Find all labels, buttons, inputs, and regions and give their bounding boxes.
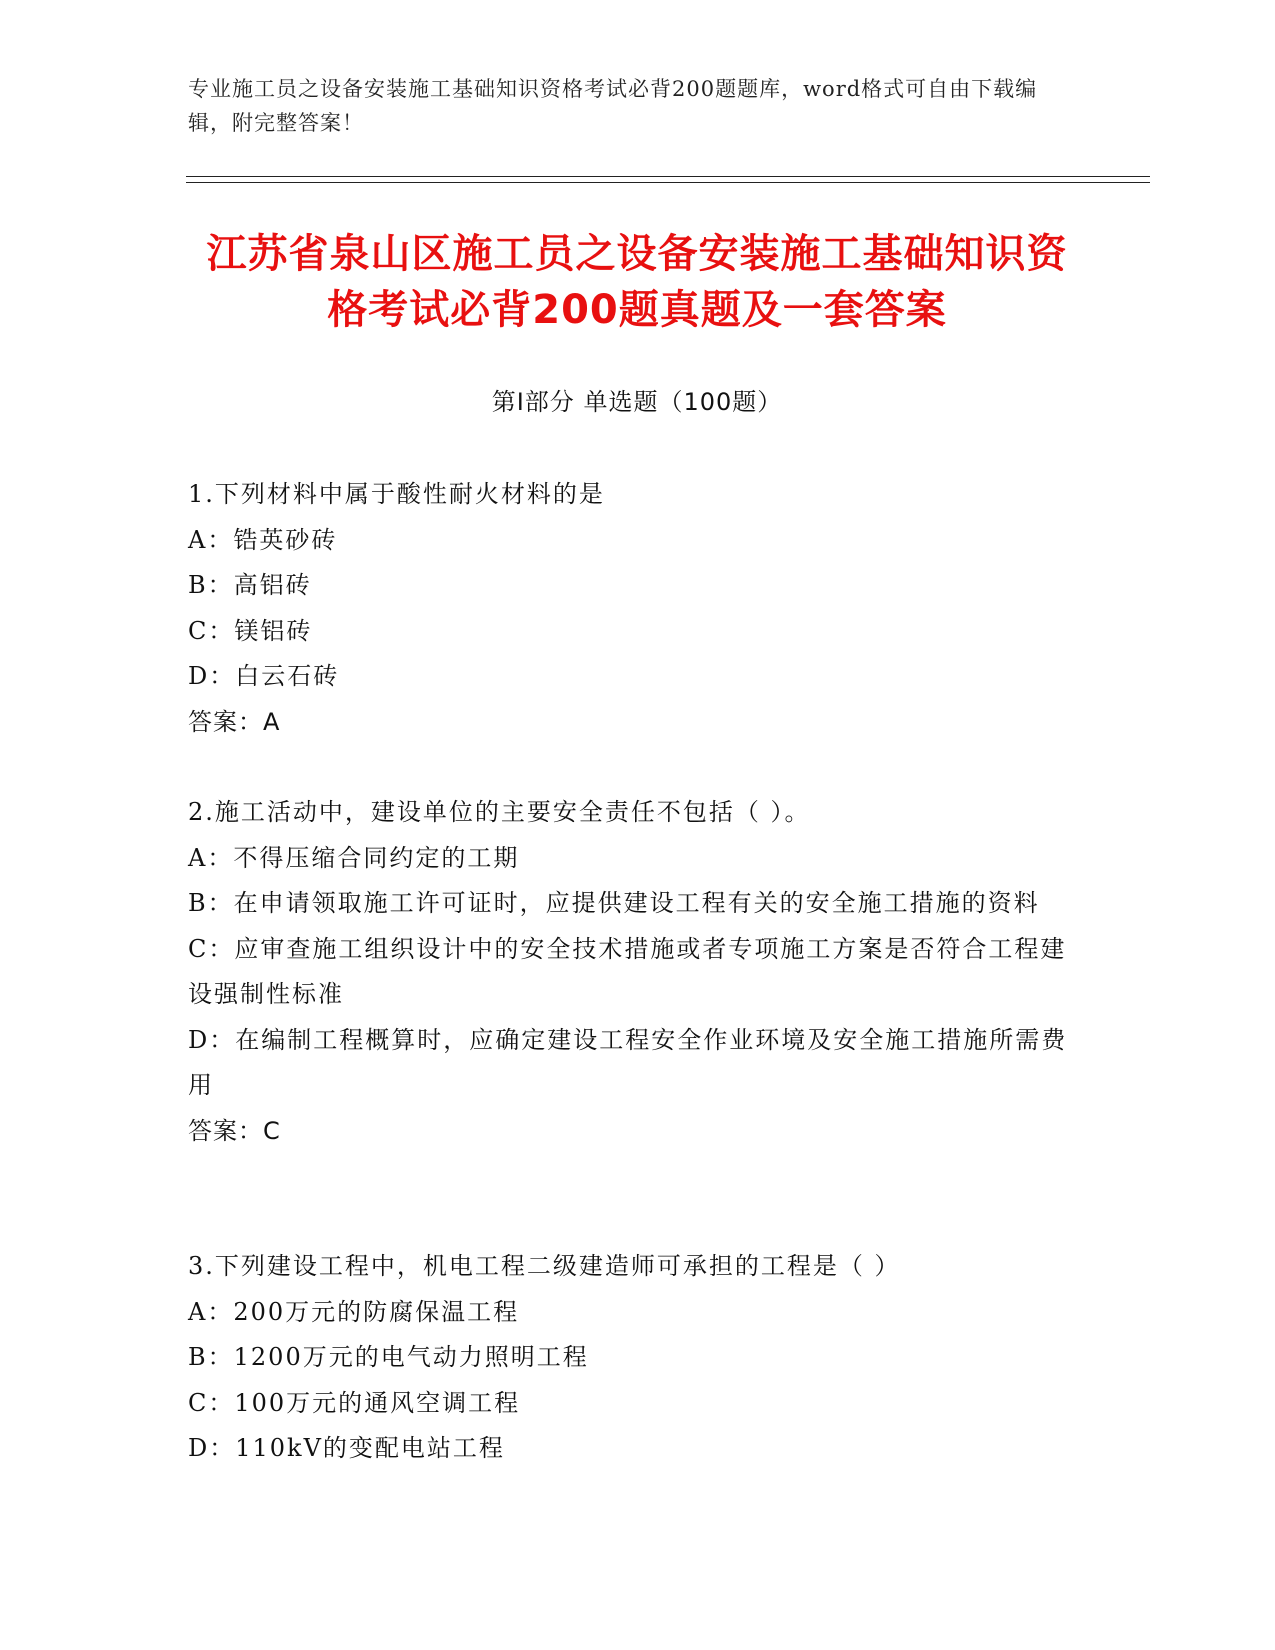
- option-c: C：镁铝砖: [188, 616, 313, 645]
- answer-line: 答案：A: [188, 707, 281, 736]
- option-c: C：应审查施工组织设计中的安全技术措施或者专项施工方案是否符合工程建设强制性标准: [188, 934, 1067, 1008]
- question-block: [188, 790, 1078, 1154]
- option-d: D：110kV的变配电站工程: [188, 1434, 505, 1462]
- question-block: [188, 1244, 1078, 1472]
- option-c: C：100万元的通风空调工程: [188, 1388, 521, 1417]
- question-stem: 3.下列建设工程中，机电工程二级建造师可承担的工程是（ ）: [188, 1252, 901, 1280]
- option-d: D：在编制工程概算时，应确定建设工程安全作业环境及安全施工措施所需费用: [188, 1025, 1068, 1099]
- option-b: B：1200万元的电气动力照明工程: [188, 1343, 589, 1371]
- header-divider-top: [186, 176, 1150, 177]
- document-title: 江苏省泉山区施工员之设备安装施工基础知识资格考试必背200题真题及一套答案: [206, 231, 1068, 333]
- option-d: D：白云石砖: [188, 662, 340, 690]
- header-divider-bottom: [186, 182, 1150, 183]
- option-a: A：不得压缩合同约定的工期: [188, 843, 520, 872]
- answer-line: 答案：C: [188, 1116, 281, 1145]
- option-b: B：高铝砖: [188, 571, 312, 599]
- option-a: A：200万元的防腐保温工程: [188, 1297, 520, 1326]
- question-stem: 1.下列材料中属于酸性耐火材料的是: [188, 480, 605, 508]
- question-block: [188, 472, 1078, 745]
- option-a: A：锆英砂砖: [188, 525, 338, 554]
- option-b: B：在申请领取施工许可证时，应提供建设工程有关的安全施工措施的资料: [188, 889, 1040, 917]
- header-note: 专业施工员之设备安装施工基础知识资格考试必背200题题库，word格式可自由下载编辑，附完整答案！: [188, 77, 1038, 135]
- question-stem: 2.施工活动中，建设单位的主要安全责任不包括（ ）。: [188, 798, 811, 826]
- section-heading: 第Ⅰ部分 单选题（100题）: [491, 388, 783, 416]
